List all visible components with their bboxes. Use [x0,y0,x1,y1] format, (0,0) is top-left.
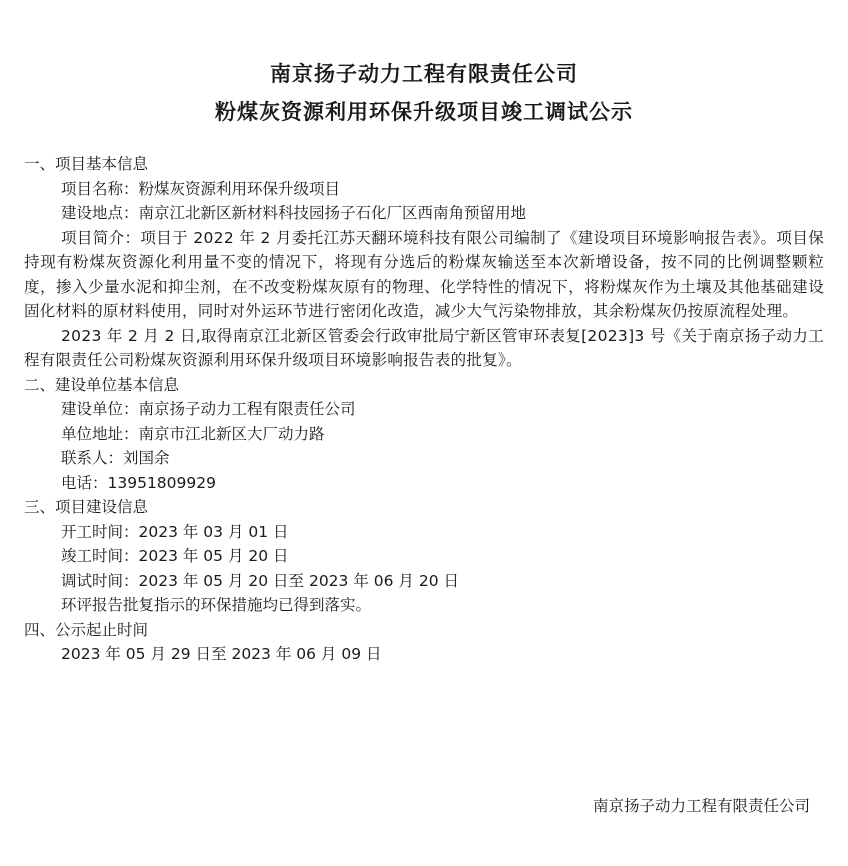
signature: 南京扬子动力工程有限责任公司 [592,797,810,815]
document-body [24,152,824,667]
approval-info: 2023 年 2 月 2 日,取得南京江北新区管委会行政审批局宁新区管审环表复[2023]3 号《关于南京扬子动力工程有限责任公司粉煤灰资源利用环保升级项目环境影响报告表的批复》。 [24,326,824,369]
document-subtitle: 粉煤灰资源利用环保升级项目竣工调试公示 [215,99,633,124]
document-title: 南京扬子动力工程有限责任公司 [270,61,578,86]
publicity-period: 2023 年 05 月 29 日至 2023 年 06 月 09 日 [61,645,382,663]
project-name: 项目名称：粉煤灰资源利用环保升级项目 [61,179,341,198]
completion-date: 竣工时间：2023 年 05 月 20 日 [61,547,289,565]
start-date: 开工时间：2023 年 03 月 01 日 [61,522,289,541]
construction-unit: 建设单位：南京扬子动力工程有限责任公司 [61,400,356,418]
debug-period: 调试时间：2023 年 05 月 20 日至 2023 年 06 月 20 日 [61,571,459,590]
project-location: 建设地点：南京江北新区新材料科技园扬子石化厂区西南角预留用地 [61,204,527,222]
contact-phone: 电话：13951809929 [61,473,216,492]
section-heading-construction-info: 三、项目建设信息 [24,498,149,516]
project-intro: 项目简介：项目于 2022 年 2 月委托江苏天翻环境科技有限公司编制了《建设项目环境影响报告表》。项目保持现有粉煤灰资源化利用量不变的情况下，将现有分选后的粉煤灰输送至本次新增设备，按不同的比例调整颗粒度，掺入少量水泥和抑尘剂，在不改变粉煤灰原有的物理、化学特性的情况下，将粉煤灰作为土壤及其他基础建设固化材料的原材料使用，同时对外运环节进行密闭化改造，减少大气污染物排放，其余粉煤灰仍按原流程处理。 [24,228,824,320]
section-heading-unit-info: 二、建设单位基本信息 [24,375,180,394]
unit-address: 单位地址：南京市江北新区大厂动力路 [61,424,325,443]
measures-statement: 环评报告批复指示的环保措施均已得到落实。 [61,596,372,614]
section-heading-publicity-period: 四、公示起止时间 [24,620,149,639]
contact-person: 联系人：刘国余 [61,449,170,467]
section-heading-basic-info: 一、项目基本信息 [24,155,149,173]
